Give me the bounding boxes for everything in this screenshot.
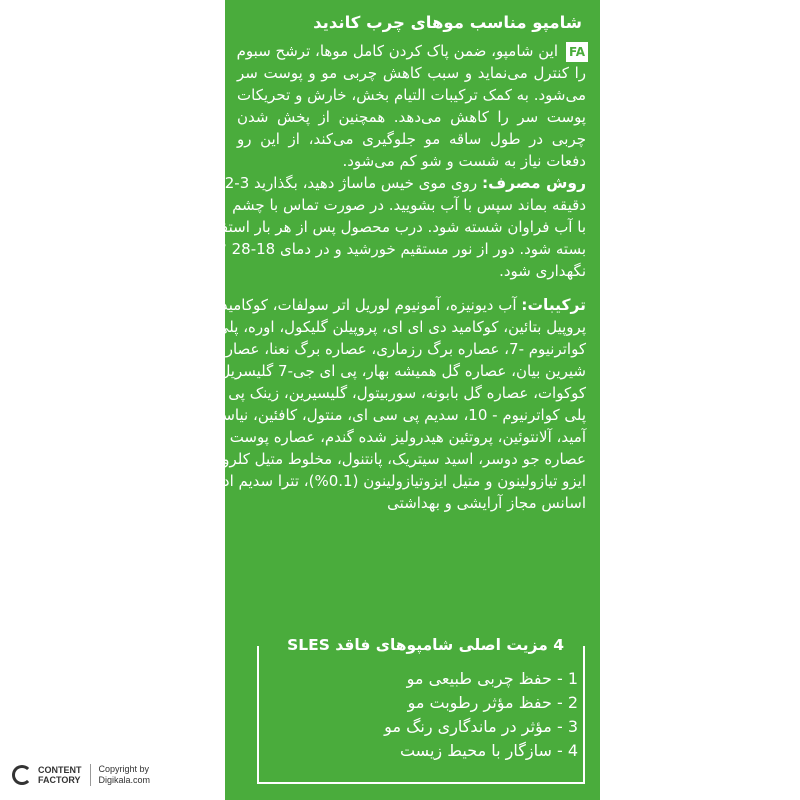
credit-line: Digikala.com — [98, 775, 151, 785]
description-line: را کنترل می‌نماید و سبب کاهش چربی مو و پوست سر — [237, 64, 586, 82]
logo-text — [38, 765, 82, 785]
shampoo-label-panel — [172, 0, 600, 800]
usage-line: با آب فراوان شسته شود. درب محصول پس از هر بار استفاده — [201, 218, 586, 236]
ingredients-line: شیرین بیان، عصاره گل همیشه بهار، پی ای جی-7 گلیسریل — [219, 362, 586, 380]
benefits-title: 4 مزیت اصلی شامپوهای فاقد SLES — [281, 634, 570, 656]
ingredients-line: ایزو تیازولینون و متیل ایزوتیازولینون (0.1%)، تترا سدیم اد.ت.ا، — [190, 472, 586, 490]
benefits-frame — [257, 646, 585, 784]
logo-line: FACTORY — [38, 775, 81, 785]
usage-line: نگهداری شود. — [499, 262, 586, 280]
description-line: این شامپو، ضمن پاک کردن کامل موها، ترشح سبوم — [236, 42, 558, 60]
benefit-item: 1 - حفظ چربی طبیعی مو — [406, 669, 578, 688]
benefit-item: 3 - مؤثر در ماندگاری رنگ مو — [384, 717, 578, 736]
watermark — [12, 764, 150, 786]
logo-divider — [90, 764, 91, 786]
logo-line: CONTENT — [38, 765, 82, 775]
benefit-item: 4 - سازگار با محیط زیست — [399, 741, 578, 760]
ingredients-line: کوکوات، عصاره گل بابونه، سوربیتول، گلیسیرین، زینک پی سی ای، — [172, 384, 586, 402]
credit-line: Copyright by — [98, 764, 150, 774]
ingredients-line: پروپیل بتائین، کوکامید دی ای ای، پروپیلن گلیکول، اوره، پلی — [216, 318, 586, 336]
ingredients-line: پلی کواترنیوم - 10، سدیم پی سی ای، منتول، کافئین، نیاسین — [206, 406, 586, 424]
description-line: دفعات نیاز به شست و شو کم می‌شود. — [342, 152, 586, 170]
description-line: پوست سر را کاهش می‌دهد. همچنین از پخش شدن — [237, 108, 586, 126]
benefit-item: 2 - حفظ مؤثر رطوبت مو — [407, 693, 578, 712]
usage-first-line — [224, 172, 586, 194]
usage-heading: روش مصرف: — [481, 174, 586, 192]
copyright-credit — [99, 764, 151, 786]
description-line: چربی در طول ساقه مو جلوگیری می‌کند، از این رو — [237, 130, 586, 148]
ingredients-line: کواترنیوم -7، عصاره برگ رزماری، عصاره برگ نعنا، عصاره ریشه — [180, 340, 586, 358]
description-line: می‌شود. به کمک ترکیبات التیام بخش، خارش و تحریکات — [237, 86, 586, 104]
ingredients-line: آمید، آلانتوئین، پروتئین هیدرولیز شده گندم، عصاره پوست انار، — [199, 428, 586, 446]
usage-line: روی موی خیس ماساژ دهید، بگذارید 3-2 — [224, 174, 478, 192]
usage-line: بسته شود. دور از نور مستقیم خورشید و در دمای C° 28-18 — [208, 240, 586, 258]
ingredients-line: آب دیونیزه، آمونیوم لوریل اتر سولفات، کوکامیدو — [213, 296, 517, 314]
language-badge: FA — [566, 42, 588, 62]
ingredients-first-line — [213, 294, 586, 316]
product-title: شامپو مناسب موهای چرب کاندید — [313, 13, 582, 32]
content-factory-logo-icon — [12, 765, 32, 785]
ingredients-line: اسانس مجاز آرایشی و بهداشتی — [387, 494, 586, 512]
usage-line: دقیقه بماند سپس با آب بشویید. در صورت تماس با چشم — [232, 196, 586, 214]
ingredients-line: عصاره جو دوسر، اسید سیتریک، پانتنول، مخلوط متیل کلرو — [222, 450, 586, 468]
ingredients-heading: ترکیبات: — [521, 296, 586, 314]
